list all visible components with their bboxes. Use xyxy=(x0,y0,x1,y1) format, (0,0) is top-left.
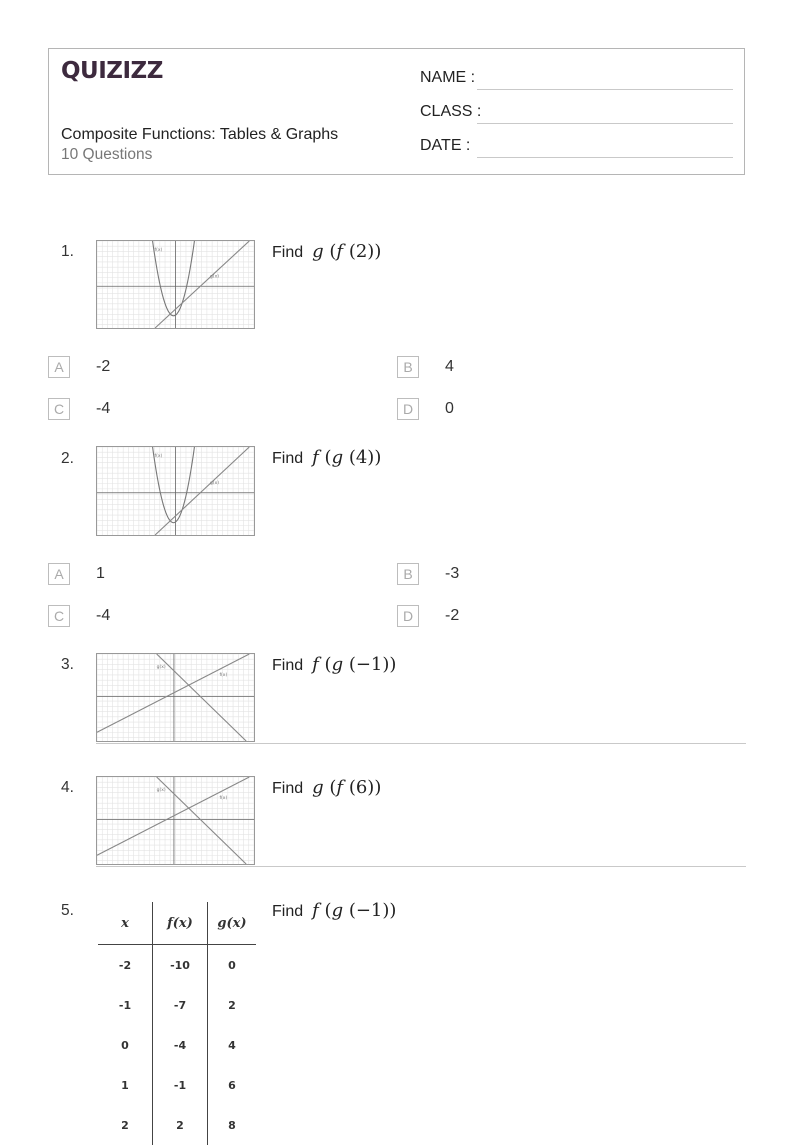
graph-label: g(x) xyxy=(210,274,220,280)
name-label: NAME : xyxy=(420,69,476,86)
option-a-text: 1 xyxy=(96,565,105,582)
table-header-fx: f(x) xyxy=(153,902,208,945)
table-cell: -2 xyxy=(98,945,153,986)
find-label: Find xyxy=(272,903,304,920)
table-row xyxy=(98,1065,256,1105)
table-row xyxy=(98,945,256,986)
question-expression: f (g (4)) xyxy=(312,447,382,468)
class-line[interactable] xyxy=(477,123,733,124)
option-c-box[interactable]: C xyxy=(48,605,70,627)
table-header-gx: g(x) xyxy=(208,902,257,945)
option-a-text: -2 xyxy=(96,358,111,375)
table-cell: -10 xyxy=(153,945,208,986)
option-b-box[interactable]: B xyxy=(397,563,419,585)
class-label: CLASS : xyxy=(420,103,482,120)
question-1-graph xyxy=(96,240,255,329)
graph-label: f(x) xyxy=(219,796,228,801)
question-2-text xyxy=(272,447,381,468)
question-1-text xyxy=(272,241,381,262)
option-d-box[interactable]: D xyxy=(397,398,419,420)
option-c-box[interactable]: C xyxy=(48,398,70,420)
option-d-text: 0 xyxy=(445,400,454,417)
option-a-box[interactable]: A xyxy=(48,356,70,378)
line-g xyxy=(155,241,249,328)
date-label: DATE : xyxy=(420,137,471,154)
find-label: Find xyxy=(272,244,304,261)
table-cell: 2 xyxy=(153,1105,208,1145)
graph-label: f(x) xyxy=(219,673,228,678)
option-d-box[interactable]: D xyxy=(397,605,419,627)
table-cell: 0 xyxy=(98,1025,153,1065)
graph-label: g(x) xyxy=(156,665,166,670)
question-5-text xyxy=(272,900,396,921)
table-cell: -1 xyxy=(153,1065,208,1105)
question-number: 4. xyxy=(61,779,74,796)
function-table xyxy=(98,902,256,1145)
table-cell: -7 xyxy=(153,985,208,1025)
line-g xyxy=(155,447,249,535)
question-count: 10 Questions xyxy=(61,146,153,163)
table-cell: 0 xyxy=(228,958,236,972)
graph-label: f(x) xyxy=(154,248,163,253)
table-cell: 8 xyxy=(228,1118,236,1132)
date-line[interactable] xyxy=(477,157,733,158)
table-header-x: x xyxy=(98,902,153,945)
question-3-text xyxy=(272,654,396,675)
option-c-text: -4 xyxy=(96,607,111,624)
question-expression: g (f (2)) xyxy=(312,241,382,262)
name-line[interactable] xyxy=(477,89,733,90)
find-label: Find xyxy=(272,780,304,797)
find-label: Find xyxy=(272,657,304,674)
find-label: Find xyxy=(272,450,304,467)
table-cell: 1 xyxy=(98,1065,153,1105)
answer-line xyxy=(96,743,746,744)
question-expression: g (f (6)) xyxy=(312,777,382,798)
question-number: 5. xyxy=(61,902,74,919)
question-expression: f (g (−1)) xyxy=(312,900,397,921)
table-row xyxy=(98,1105,256,1145)
table-cell: 4 xyxy=(228,1038,236,1052)
question-number: 2. xyxy=(61,450,74,467)
answer-line xyxy=(96,866,746,867)
table-cell: 2 xyxy=(228,998,236,1012)
table-cell: 2 xyxy=(98,1105,153,1145)
line-g xyxy=(97,777,249,855)
graph-label: g(x) xyxy=(156,788,166,793)
option-b-box[interactable]: B xyxy=(397,356,419,378)
line-g xyxy=(97,654,249,732)
question-number: 1. xyxy=(61,243,74,260)
option-b-text: 4 xyxy=(445,358,454,375)
question-2-graph xyxy=(96,446,255,536)
question-3-graph xyxy=(96,653,255,742)
question-expression: f (g (−1)) xyxy=(312,654,397,675)
quizizz-logo: QUIZIZZ xyxy=(61,58,163,84)
table-cell: 6 xyxy=(228,1078,236,1092)
table-row xyxy=(98,1025,256,1065)
table-cell: -4 xyxy=(153,1025,208,1065)
table-cell: -1 xyxy=(98,985,153,1025)
question-4-text xyxy=(272,777,381,798)
graph-label: f(x) xyxy=(154,454,163,459)
option-b-text: -3 xyxy=(445,565,460,582)
option-c-text: -4 xyxy=(96,400,111,417)
table-row xyxy=(98,985,256,1025)
option-d-text: -2 xyxy=(445,607,460,624)
question-4-graph xyxy=(96,776,255,865)
question-number: 3. xyxy=(61,656,74,673)
option-a-box[interactable]: A xyxy=(48,563,70,585)
worksheet-title: Composite Functions: Tables & Graphs xyxy=(61,126,339,143)
graph-label: g(x) xyxy=(210,480,220,486)
